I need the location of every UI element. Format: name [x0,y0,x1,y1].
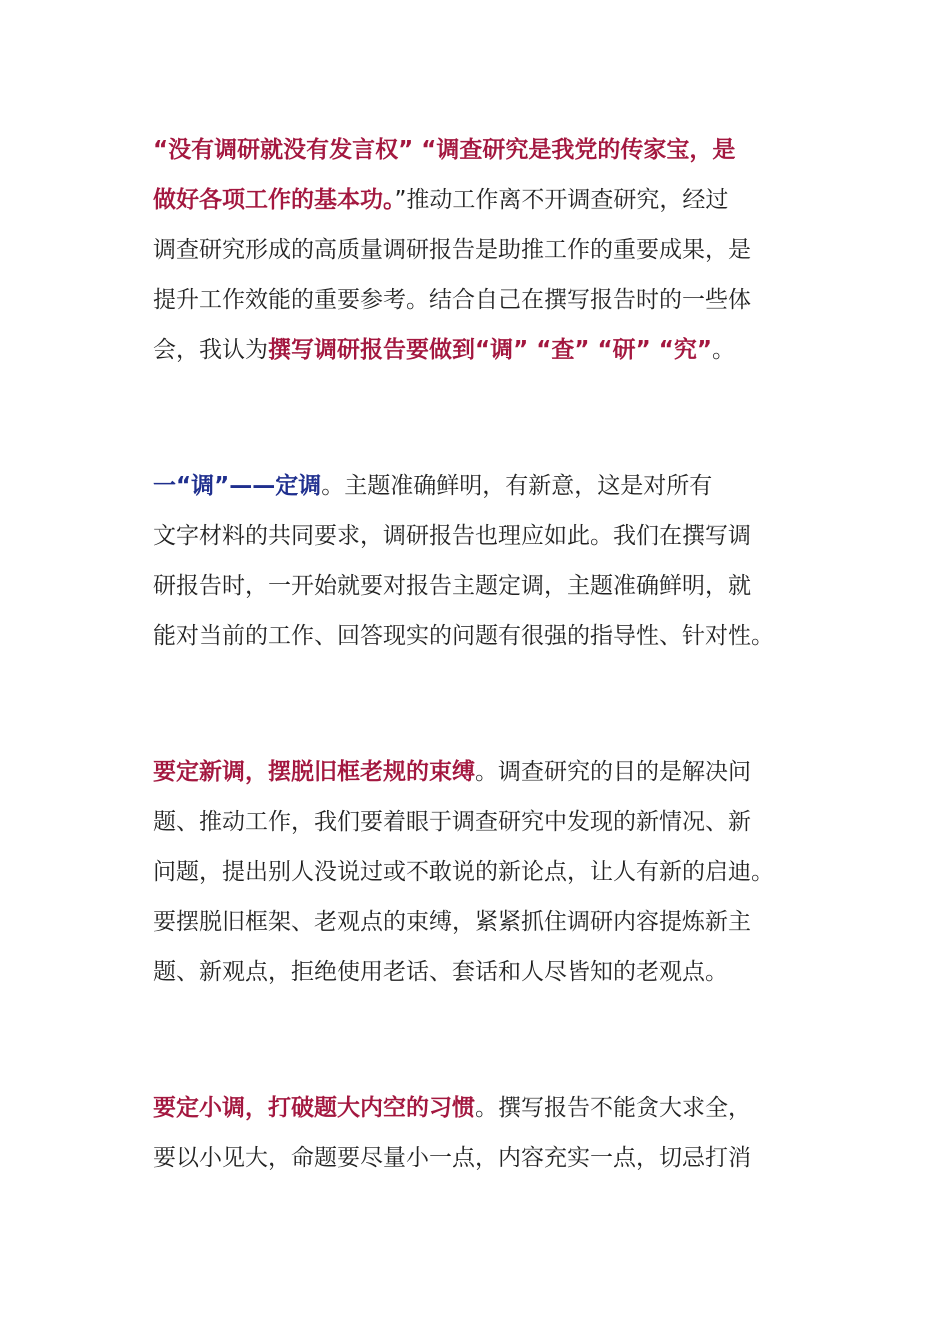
paragraph-section-one [153,461,813,661]
highlight-red: 撰写调研报告要做到“调” “查” “研” “究” [268,337,712,363]
body-text: 文字材料的共同要求，调研报告也理应如此。我们在撰写调 [153,523,751,549]
body-text: 研报告时，一开始就要对报告主题定调，主题准确鲜明，就 [153,573,751,599]
text-line [153,611,813,661]
body-text: 会，我认为 [153,337,268,363]
highlight-red: 要定小调，打破题大内空的习惯 [153,1095,475,1121]
paragraph-intro [153,125,813,375]
text-line [153,1133,813,1183]
body-text: 调查研究形成的高质量调研报告是助推工作的重要成果，是 [153,237,751,263]
body-text: 。 [711,337,735,363]
body-text: 问题，提出别人没说过或不敢说的新论点，让人有新的启迪。 [153,859,774,885]
body-text: ”推动工作离不开调查研究，经过 [394,187,729,213]
paragraph-new-tone [153,747,813,997]
text-line [153,125,813,175]
highlight-red: 做好各项工作的基本功。 [153,187,395,213]
text-line [153,225,813,275]
text-line [153,461,813,511]
text-line [153,897,813,947]
body-text: 。主题准确鲜明，有新意，这是对所有 [321,473,713,499]
body-text: 题、新观点，拒绝使用老话、套话和人尽皆知的老观点。 [153,959,728,985]
document-page [153,125,813,1183]
text-line [153,561,813,611]
text-line [153,947,813,997]
paragraph-small-tone [153,1083,813,1183]
body-text: 能对当前的工作、回答现实的问题有很强的指导性、针对性。 [153,623,774,649]
text-line [153,797,813,847]
body-text: 。调查研究的目的是解决问 [475,759,751,785]
text-line [153,847,813,897]
text-line [153,275,813,325]
text-line [153,325,813,375]
body-text: 题、推动工作，我们要着眼于调查研究中发现的新情况、新 [153,809,751,835]
body-text: 要以小见大，命题要尽量小一点，内容充实一点，切忌打消 [153,1145,751,1171]
body-text: 要摆脱旧框架、老观点的束缚，紧紧抓住调研内容提炼新主 [153,909,751,935]
body-text: 提升工作效能的重要参考。结合自己在撰写报告时的一些体 [153,287,751,313]
section-heading: 一“调”——定调 [153,473,322,499]
text-line [153,1083,813,1133]
text-line [153,747,813,797]
text-line [153,511,813,561]
highlight-red: 要定新调，摆脱旧框老规的束缚 [153,759,475,785]
highlight-red: “没有调研就没有发言权” “调查研究是我党的传家宝，是 [153,137,736,163]
body-text: 。撰写报告不能贪大求全， [475,1095,751,1121]
text-line [153,175,813,225]
